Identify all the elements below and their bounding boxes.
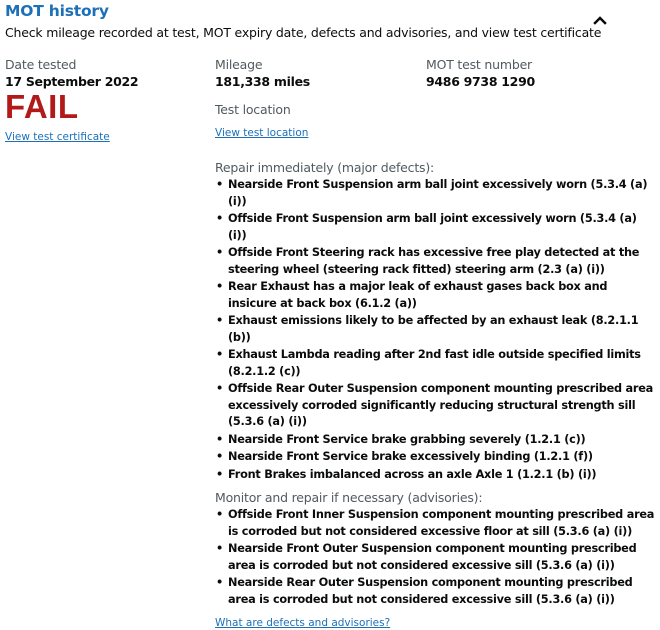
view-test-certificate-link[interactable]: View test certificate bbox=[5, 131, 110, 143]
test-number-column bbox=[426, 57, 646, 89]
major-defect-item: • Nearside Front Service brake excessively binding (1.2.1 (f)) bbox=[215, 449, 655, 466]
major-defect-item: • Offside Front Suspension arm ball joint excessively worn (5.3.4 (a) (i)) bbox=[215, 211, 655, 244]
mileage-label: Mileage bbox=[215, 57, 263, 72]
panel-header bbox=[5, 2, 655, 40]
major-defect-item: • Nearside Front Suspension arm ball joint excessively worn (5.3.4 (a) (i)) bbox=[215, 177, 655, 210]
chevron-up-icon[interactable] bbox=[592, 14, 608, 26]
advisory-item: • Offside Front Inner Suspension component mounting prescribed area is corroded but not considered excessive floor at sill (5.3.6 (a) (i)) bbox=[215, 507, 655, 540]
major-defects-list bbox=[215, 177, 655, 483]
mileage-column bbox=[215, 57, 415, 140]
defects-section bbox=[215, 160, 655, 630]
advisory-item: • Nearside Front Outer Suspension component mounting prescribed area is corroded but not considered excessive sill (5.3.6 (a) (i)) bbox=[215, 541, 655, 574]
advisory-item: • Nearside Rear Outer Suspension component mounting prescribed area is corroded but not considered excessive sill (5.3.6 (a) (i)) bbox=[215, 575, 655, 608]
test-location-label: Test location bbox=[215, 102, 291, 117]
advisories-list bbox=[215, 507, 655, 608]
advisories-label: Monitor and repair if necessary (advisories): bbox=[215, 490, 483, 505]
mileage-value: 181,338 miles bbox=[215, 74, 310, 89]
date-tested-value: 17 September 2022 bbox=[5, 74, 139, 89]
major-defect-item: • Rear Exhaust has a major leak of exhaust gases back box and insicure at back box (6.1.2 (a)) bbox=[215, 279, 655, 312]
test-result-status: FAIL bbox=[5, 88, 79, 125]
major-defect-item: • Front Brakes imbalanced across an axle Axle 1 (1.2.1 (b) (i)) bbox=[215, 467, 655, 484]
date-tested-label: Date tested bbox=[5, 57, 77, 72]
major-defect-item: • Nearside Front Service brake grabbing severely (1.2.1 (c)) bbox=[215, 432, 655, 449]
major-defect-item: • Exhaust Lambda reading after 2nd fast idle outside specified limits (8.2.1.2 (c)) bbox=[215, 347, 655, 380]
major-defect-item: • Offside Rear Outer Suspension component mounting prescribed area excessively corroded significantly reducing structural strength sill (5.3.6 (a) (i)) bbox=[215, 381, 655, 431]
major-defects-label: Repair immediately (major defects): bbox=[215, 160, 435, 175]
major-defect-item: • Exhaust emissions likely to be affected by an exhaust leak (8.2.1.1 (b)) bbox=[215, 313, 655, 346]
mot-test-number-label: MOT test number bbox=[426, 57, 532, 72]
date-column bbox=[5, 57, 205, 144]
section-title: MOT history bbox=[5, 2, 109, 20]
mot-test-number-value: 9486 9738 1290 bbox=[426, 74, 535, 89]
view-test-location-link[interactable]: View test location bbox=[215, 127, 309, 139]
major-defect-item: • Offside Front Steering rack has excessive free play detected at the steering wheel (steering rack fitted) steering arm (2.3 (a) (i)) bbox=[215, 245, 655, 278]
defects-advisories-help-link[interactable]: What are defects and advisories? bbox=[215, 617, 391, 629]
section-subtitle: Check mileage recorded at test, MOT expiry date, defects and advisories, and view test certificate bbox=[5, 25, 602, 40]
